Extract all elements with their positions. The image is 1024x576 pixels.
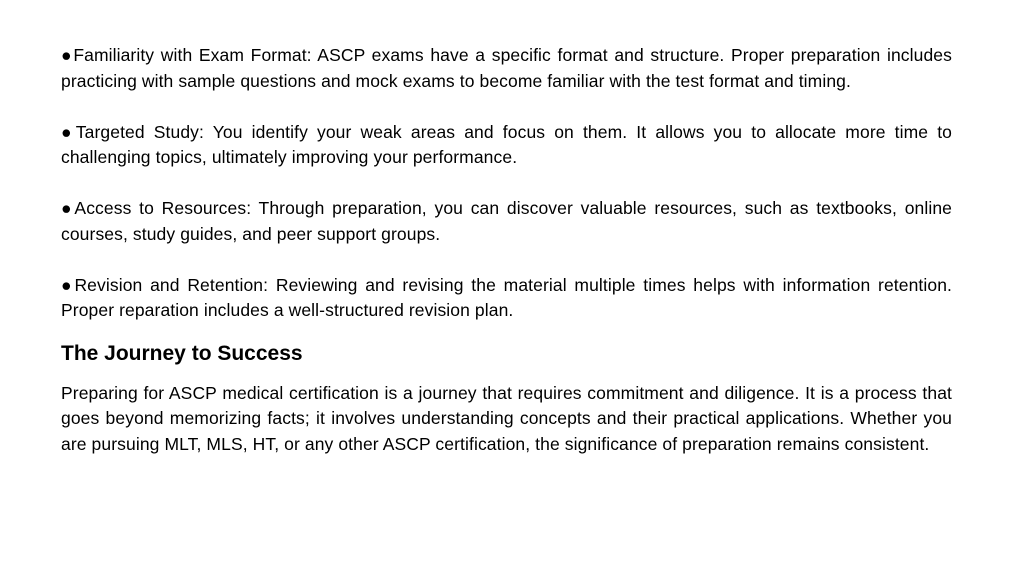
bullet-access-resources: ●Access to Resources: Through preparation, you can discover valuable resources, such as textbooks, online courses, study guides, and peer support groups. bbox=[61, 198, 952, 244]
bullet-targeted-study: ●Targeted Study: You identify your weak areas and focus on them. It allows you to allocate more time to challenging topics, ultimately improving your performance. bbox=[61, 121, 952, 167]
section-heading: The Journey to Success bbox=[61, 341, 303, 365]
bullet-revision-retention: ●Revision and Retention: Reviewing and revising the material multiple times helps with information retention. Proper reparation includes a well-structured revision plan. bbox=[61, 274, 952, 320]
paragraph-spacer bbox=[61, 94, 952, 120]
paragraph-spacer bbox=[61, 247, 952, 273]
section-body: Preparing for ASCP medical certification is a journey that requires commitment and diligence. It is a process that goes beyond memorizing facts; it involves understanding concepts and their practical applications. Whether you are pursuing MLT, MLS, HT, or any other ASCP certification, the significance of preparation remains consistent. bbox=[61, 382, 952, 454]
bullet-exam-format: ●Familiarity with Exam Format: ASCP exams have a specific format and structure. Proper preparation includes practicing with sample questions and mock exams to become familiar with the test format and timing. bbox=[61, 45, 952, 91]
paragraph-spacer bbox=[61, 171, 952, 197]
document-page bbox=[61, 43, 952, 457]
